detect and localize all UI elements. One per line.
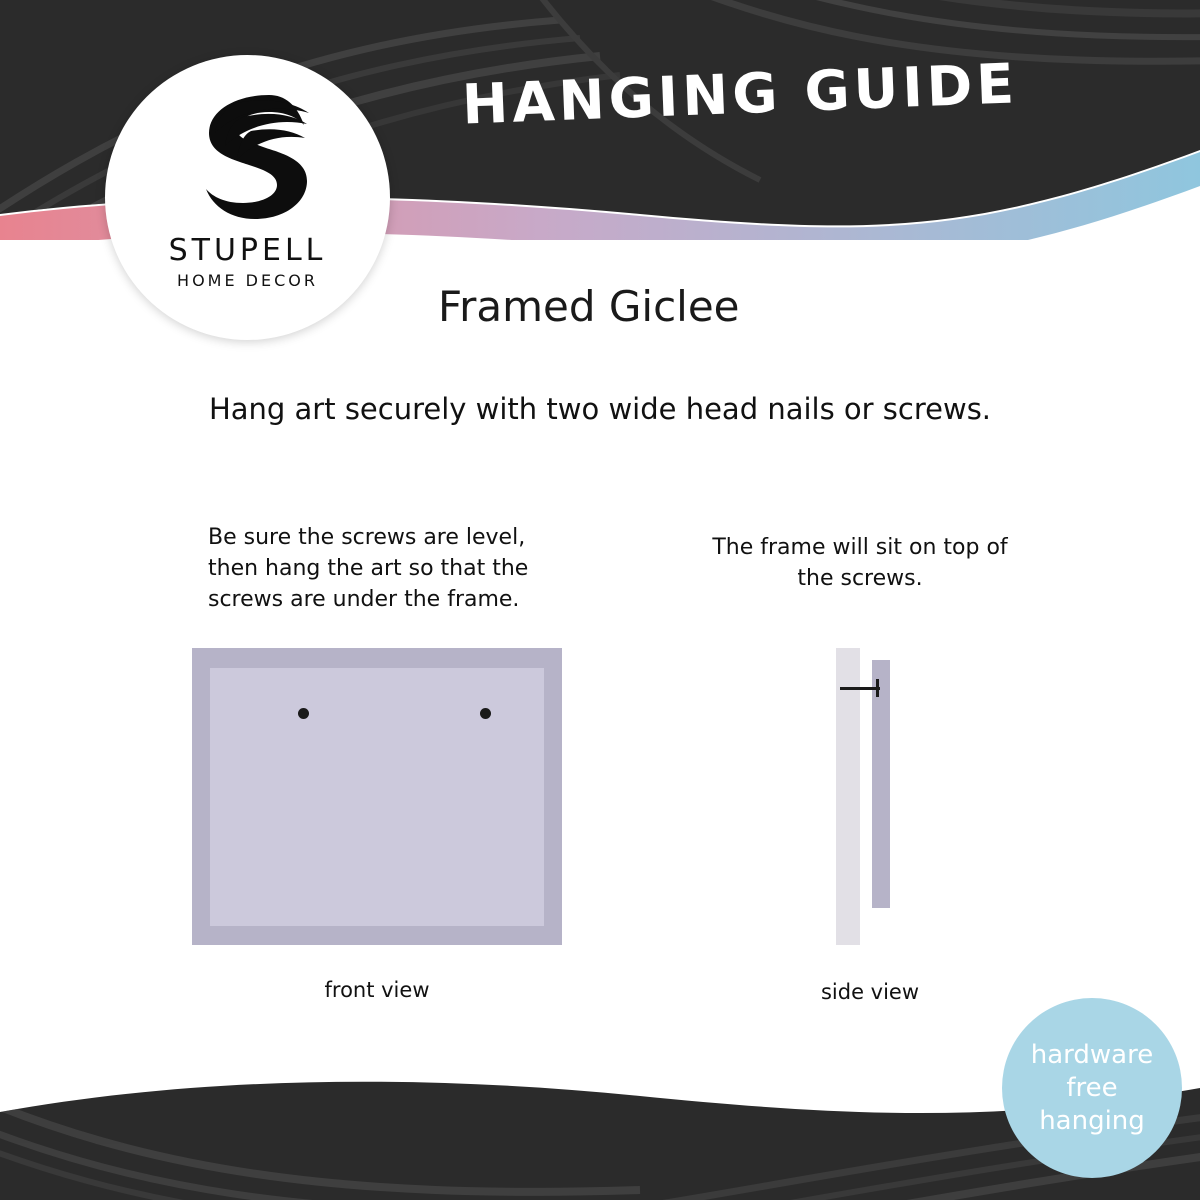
brand-logo-circle bbox=[105, 55, 390, 340]
front-view-label: front view bbox=[324, 978, 430, 1002]
side-view-screw-icon bbox=[840, 687, 880, 690]
screw-dot-left-icon bbox=[298, 708, 309, 719]
lead-instruction: Hang art securely with two wide head nails or screws. bbox=[208, 392, 992, 426]
badge-line-3: hanging bbox=[1039, 1105, 1145, 1136]
screw-dot-right-icon bbox=[480, 708, 491, 719]
front-view-caption: Be sure the screws are level, then hang the art so that the screws are under the frame. bbox=[208, 525, 529, 612]
badge-line-2: free bbox=[1066, 1072, 1118, 1103]
brand-subtitle: HOME DECOR bbox=[177, 271, 318, 290]
side-view-frame bbox=[872, 660, 890, 908]
side-view-caption: The frame will sit on top of the screws. bbox=[712, 535, 1008, 591]
side-view-wall bbox=[836, 648, 860, 945]
side-view-label: side view bbox=[820, 980, 920, 1004]
side-view-screw-head-icon bbox=[876, 679, 879, 697]
front-view-frame-inner bbox=[210, 668, 544, 926]
hardware-free-badge bbox=[1002, 998, 1182, 1178]
badge-line-1: hardware bbox=[1030, 1039, 1154, 1070]
stupell-swoosh-logo-icon bbox=[173, 81, 323, 231]
product-type-heading: Framed Giclee bbox=[438, 282, 740, 331]
brand-name: STUPELL bbox=[168, 233, 327, 268]
page-title: HANGING GUIDE bbox=[460, 51, 1020, 137]
front-view-frame-diagram bbox=[192, 648, 562, 945]
